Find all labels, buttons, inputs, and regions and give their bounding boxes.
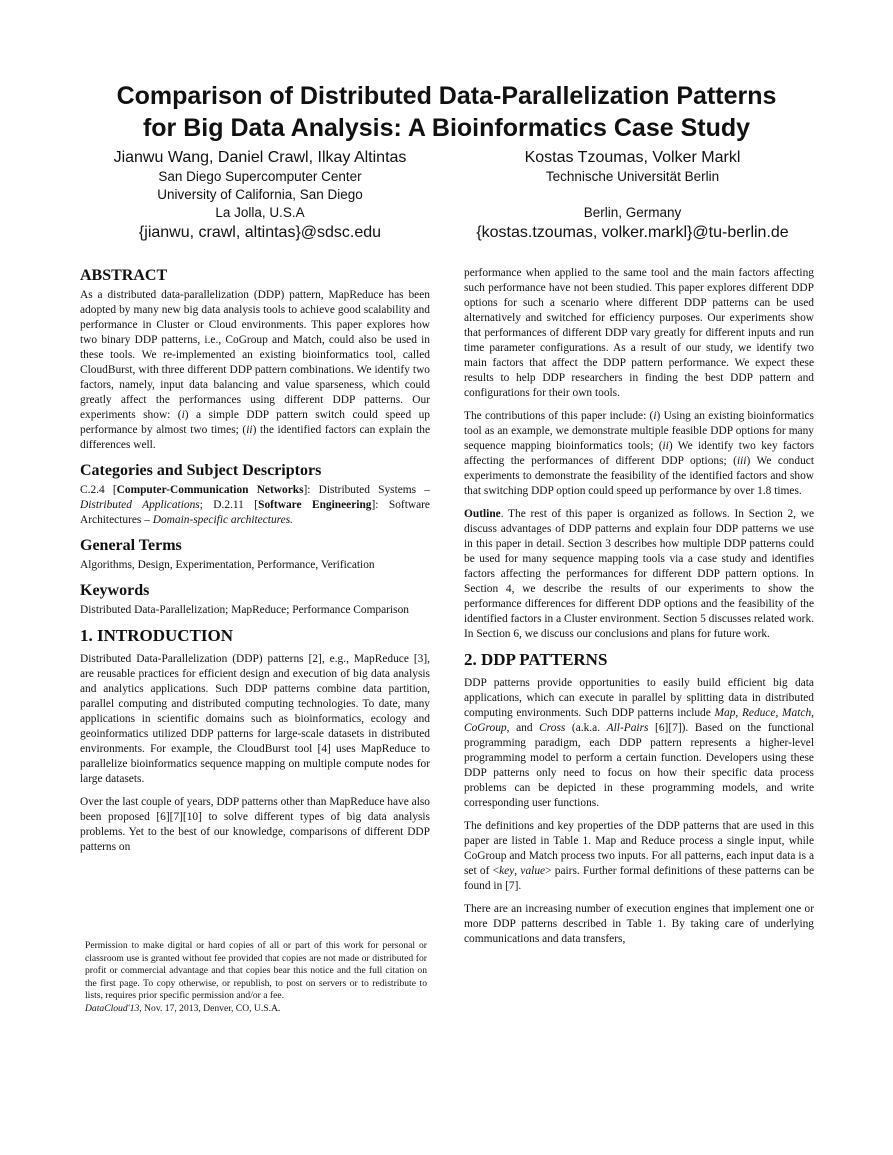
intro-continued-paragraph: performance when applied to the same tool and the main factors affecting such performance have not been studied. This paper explores different DDP options for such a scenario where different DDP patterns can be used alternatively and switched for efficiency purposes. Our experiments show that performances of different DDP vary greatly for different inputs and run time parameter configurations. As a result of our study, we identify two main factors that affect the DDP pattern performance. We expect these results to help DDP researchers in finding the best DDP pattern and configurations for their own tools.: [464, 267, 814, 399]
author-block-right: [450, 148, 815, 244]
author-names: Kostas Tzoumas, Volker Markl: [524, 149, 741, 166]
keywords-text: Distributed Data-Parallelization; MapReduce; Performance Comparison: [80, 604, 409, 616]
author-email: {kostas.tzoumas, volker.markl}@tu-berlin.de: [476, 224, 789, 241]
footnote-venue: DataCloud'13, Nov. 17, 2013, Denver, CO, U.S.A.: [85, 1002, 281, 1014]
categories-heading: Categories and Subject Descriptors: [80, 462, 322, 479]
copyright-footnote: [85, 940, 427, 1016]
left-column: [80, 266, 430, 863]
title-line-2: for Big Data Analysis: A Bioinformatics Case Study: [142, 114, 751, 142]
affiliation-line: La Jolla, U.S.A: [215, 205, 305, 220]
affiliation-line: University of California, San Diego: [157, 187, 363, 202]
abstract-heading: ABSTRACT: [80, 267, 168, 284]
outline-paragraph: Outline. The rest of this paper is organized as follows. In Section 2, we discuss advantages of DDP patterns and explain four DDP patterns we use in this paper in detail. Section 3 describes how multiple DDP patterns could be used for many sequence mapping tools via a case study and identifies factors affecting the performances for different DDP pattern options. In Section 4, we describe the results of our experiments to show the performance differences for different DDP options and the feasibility of the identified factors in a Cluster environment. Section 5 discusses related work. In Section 6, we discuss our conclusions and plans for future work.: [464, 508, 814, 640]
author-block-left: [80, 148, 440, 244]
introduction-paragraph-1: Distributed Data-Parallelization (DDP) patterns [2], e.g., MapReduce [3], are reusable practices for efficient design and execution of big data analysis and analytics applications. Such DDP patterns combine data partition, parallel computing and distributed computing technologies. To date, many applications in scientific domains such as bioinformatics, ecology and geoinformatics utilized DDP patterns for large-scale datasets in distributed environments. For example, the CloudBurst tool [4] uses MapReduce to parallelize bioinformatics sequence mapping on multiple compute nodes for large datasets.: [80, 653, 430, 785]
keywords-heading: Keywords: [80, 582, 150, 599]
general-terms-text: Algorithms, Design, Experimentation, Performance, Verification: [80, 559, 375, 571]
contributions-paragraph: The contributions of this paper include: (i) Using an existing bioinformatics tool as an example, we demonstrate multiple feasible DDP options for many sequence mapping bioinformatics tools; (ii) We identify two key factors affecting the performances of different DDP options; (iii) We conduct experiments to demonstrate the feasibility of the identified factors and show that switching DDP option could speed up performance by over 1.8 times.: [464, 410, 814, 497]
ddp-patterns-heading: 2. DDP PATTERNS: [464, 650, 608, 669]
author-names: Jianwu Wang, Daniel Crawl, Ilkay Altintas: [113, 149, 407, 166]
introduction-paragraph-2: Over the last couple of years, DDP patterns other than MapReduce have also been proposed [6][7][10] to solve different types of big data analysis problems. Yet to the best of our knowledge, comparisons of different DDP patterns on: [80, 796, 430, 853]
affiliation-spacer: [450, 186, 815, 204]
ddp-paragraph-1: DDP patterns provide opportunities to easily build efficient big data applications, which can execute in parallel by splitting data in distributed computing environments. Such DDP patterns include Map, Reduce, Match, CoGroup, and Cross (a.k.a. All-Pairs [6][7]). Based on the functional programming paradigm, each DDP pattern represents a higher-level programming model to perform a certain function. Developers using these DDP patterns only need to focus on how their specific data process problems can be depicted in these programming models, and write corresponding user functions.: [464, 677, 815, 809]
introduction-heading: 1. INTRODUCTION: [80, 626, 234, 645]
general-terms-heading: General Terms: [80, 537, 182, 554]
abstract-text: As a distributed data-parallelization (DDP) pattern, MapReduce has been adopted by many new big data analysis tools to achieve good scalability and performance in Cluster or Cloud environments. This paper explores how two binary DDP patterns, i.e., CoGroup and Match, could also be used in these tools. We re-implemented an existing bioinformatics tool, called CloudBurst, with three different DDP pattern combinations. We identify two factors, namely, input data balancing and value sparseness, which could greatly affect the performances using different DDP patterns. Our experiments show: (i) a simple DDP pattern switch could speed up performance by almost two times; (ii) the identified factors can explain the differences well.: [80, 289, 431, 451]
author-email: {jianwu, crawl, altintas}@sdsc.edu: [138, 224, 382, 241]
paper-title: [60, 80, 833, 144]
affiliation-line: Technische Universität Berlin: [545, 169, 720, 184]
categories-text: C.2.4 [Computer-Communication Networks]: Distributed Systems – Distributed Applications; D.2.11 [Software Engineering]: Software Architectures – Domain-specific architectures.: [80, 484, 430, 526]
affiliation-line: San Diego Supercomputer Center: [158, 169, 362, 184]
footnote-text: Permission to make digital or hard copies of all or part of this work for personal or classroom use is granted without fee provided that copies are not made or distributed for profit or commercial advantage and that copies bear this notice and the full citation on the first page. To copy otherwise, or republish, to post on servers or to redistribute to lists, requires prior specific permission and/or a fee.: [85, 940, 427, 1002]
affiliation-line: Berlin, Germany: [583, 205, 682, 220]
ddp-paragraph-3: There are an increasing number of execution engines that implement one or more DDP patterns described in Table 1. By taking care of underlying communications and data transfers,: [464, 903, 814, 945]
title-line-1: Comparison of Distributed Data-Parallelization Patterns: [116, 82, 777, 110]
right-column: [464, 266, 814, 955]
ddp-paragraph-2: The definitions and key properties of the DDP patterns that are used in this paper are listed in Table 1. Map and Reduce process a single input, while CoGroup and Match process two inputs. For all patterns, each input data is a set of <key, value> pairs. Further formal definitions of these patterns can be found in [7].: [464, 820, 815, 892]
